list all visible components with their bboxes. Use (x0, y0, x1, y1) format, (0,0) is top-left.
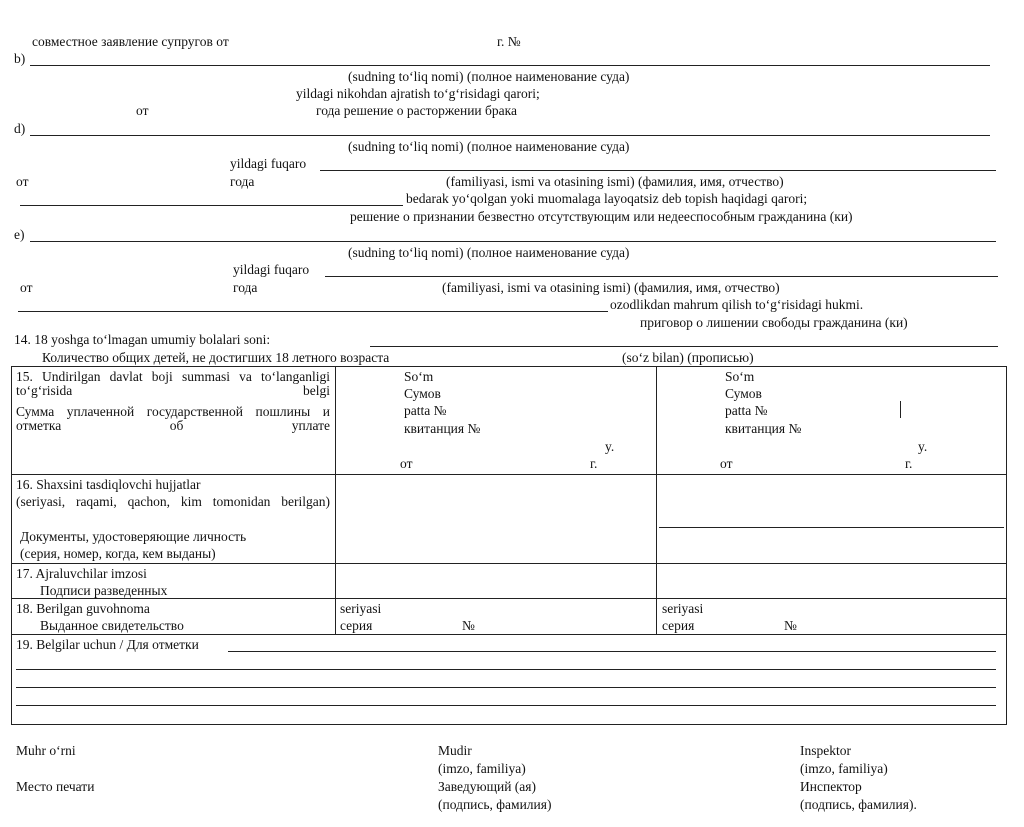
head-caption-uz: (imzo, familiya) (438, 761, 526, 776)
notes-line-2[interactable] (16, 669, 996, 670)
children-count-line[interactable] (370, 346, 998, 347)
missing-decision-uz: bedarak yo‘qolgan yoki muomalaga layoqatsiz deb topish haqidagi qarori; (406, 191, 808, 206)
section-e-marker: e) (14, 227, 25, 242)
citizen-label-e: yildagi fuqaro (233, 262, 310, 277)
head-label-uz: Mudir (438, 743, 472, 758)
seal-place-uz: Muhr o‘rni (16, 743, 76, 758)
cert2-series-uz: seriyasi (662, 601, 704, 616)
id-documents-inner-line (659, 527, 1004, 528)
fee-label-uz: 15. Undirilgan davlat boji summasi va to‘langanligi to‘g‘risida belgi (16, 369, 330, 398)
fee1-from: от (400, 456, 413, 471)
fee1-year-ru: г. (590, 456, 598, 471)
from-label-e: от (20, 280, 33, 295)
section-d-marker: d) (14, 121, 26, 136)
notes-line-4[interactable] (16, 705, 996, 706)
cert2-number: № (784, 618, 797, 633)
joint-statement-label: совместное заявление супругов от (32, 34, 229, 49)
children-count-label-uz: 14. 18 yoshga to‘lmagan umumiy bolalari soni: (14, 332, 271, 347)
sentence-line-e[interactable] (18, 311, 608, 312)
fee1-som: So‘m (404, 369, 434, 384)
seal-place-ru: Место печати (16, 779, 95, 794)
in-words-caption: (so‘z bilan) (прописью) (622, 350, 754, 365)
fee-label-ru: Сумма уплаченной государственной пошлины и отметка об уплате (16, 404, 330, 433)
citizen-label-d: yildagi fuqaro (230, 156, 307, 171)
cert1-series-uz: seriyasi (340, 601, 382, 616)
signatures-label-uz: 17. Ajraluvchilar imzosi (16, 566, 147, 581)
sentence-uz: ozodlikdan mahrum qilish to‘g‘risidagi hukmi. (610, 297, 864, 312)
missing-decision-ru: решение о признании безвестно отсутствующим или недееспособным гражданина (ки) (350, 209, 853, 224)
court-name-line-d[interactable] (30, 135, 990, 136)
year-label-e: года (233, 280, 258, 295)
fee2-year-uz: y. (918, 439, 928, 454)
head-caption-ru: (подпись, фамилия) (438, 797, 552, 812)
certificate-label-uz: 18. Berilgan guvohnoma (16, 601, 150, 616)
id-docs-details-uz: (seriyasi, raqami, qachon, kim tomonidan berilgan) (16, 494, 330, 509)
notes-label: 19. Belgilar uchun / Для отметки (16, 637, 199, 652)
section-b-marker: b) (14, 51, 26, 66)
fee2-year-ru: г. (905, 456, 913, 471)
id-docs-label-uz: 16. Shaxsini tasdiqlovchi hujjatlar (16, 477, 201, 492)
divorce-decision-ru: года решение о расторжении брака (316, 103, 517, 118)
fee1-year-uz: y. (605, 439, 615, 454)
citizen-name-line-e[interactable] (325, 276, 998, 277)
year-number-label: г. № (497, 34, 521, 49)
cert2-series-ru: серия (662, 618, 695, 633)
fee2-from: от (720, 456, 733, 471)
notes-line-1[interactable] (228, 651, 996, 652)
divorce-decision-uz: yildagi nikohdan ajratish to‘g‘risidagi qarori; (296, 86, 540, 101)
head-label-ru: Заведующий (ая) (438, 779, 536, 794)
court-name-line-e[interactable] (30, 241, 996, 242)
court-caption-e: (sudning to‘liq nomi) (полное наименование суда) (348, 245, 630, 260)
fee2-sumov: Сумов (725, 386, 762, 401)
fee1-patta: patta № (404, 403, 447, 418)
text-cursor-mark (900, 401, 901, 418)
fee1-sumov: Сумов (404, 386, 441, 401)
fee1-receipt: квитанция № (404, 421, 481, 436)
year-label-d: года (230, 174, 255, 189)
id-docs-details-ru: (серия, номер, когда, кем выданы) (20, 546, 216, 561)
id-docs-label-ru: Документы, удостоверяющие личность (20, 529, 247, 544)
court-name-line-b[interactable] (30, 65, 990, 66)
children-count-label-ru: Количество общих детей, не достигших 18 летного возраста (42, 350, 390, 365)
signatures-label-ru: Подписи разведенных (40, 583, 168, 598)
fee2-som: So‘m (725, 369, 755, 384)
cert1-series-ru: серия (340, 618, 373, 633)
name-caption-e: (familiyasi, ismi va otasining ismi) (фамилия, имя, отчество) (442, 280, 780, 295)
from-label-d: от (16, 174, 29, 189)
court-caption-b: (sudning to‘liq nomi) (полное наименование суда) (348, 69, 630, 84)
inspector-caption-ru: (подпись, фамилия). (800, 797, 917, 812)
sentence-ru: приговор о лишении свободы гражданина (ки) (640, 315, 908, 330)
inspector-label-ru: Инспектор (800, 779, 862, 794)
notes-line-3[interactable] (16, 687, 996, 688)
certificate-label-ru: Выданное свидетельство (40, 618, 184, 633)
fee2-receipt: квитанция № (725, 421, 802, 436)
inspector-caption-uz: (imzo, familiya) (800, 761, 888, 776)
fee2-patta: patta № (725, 403, 768, 418)
name-caption-d: (familiyasi, ismi va otasining ismi) (фамилия, имя, отчество) (446, 174, 784, 189)
citizen-name-line-d[interactable] (320, 170, 996, 171)
inspector-label-uz: Inspektor (800, 743, 851, 758)
decision-name-line-d[interactable] (20, 205, 403, 206)
cert1-number: № (462, 618, 475, 633)
court-caption-d: (sudning to‘liq nomi) (полное наименование суда) (348, 139, 630, 154)
from-label-b: от (136, 103, 149, 118)
